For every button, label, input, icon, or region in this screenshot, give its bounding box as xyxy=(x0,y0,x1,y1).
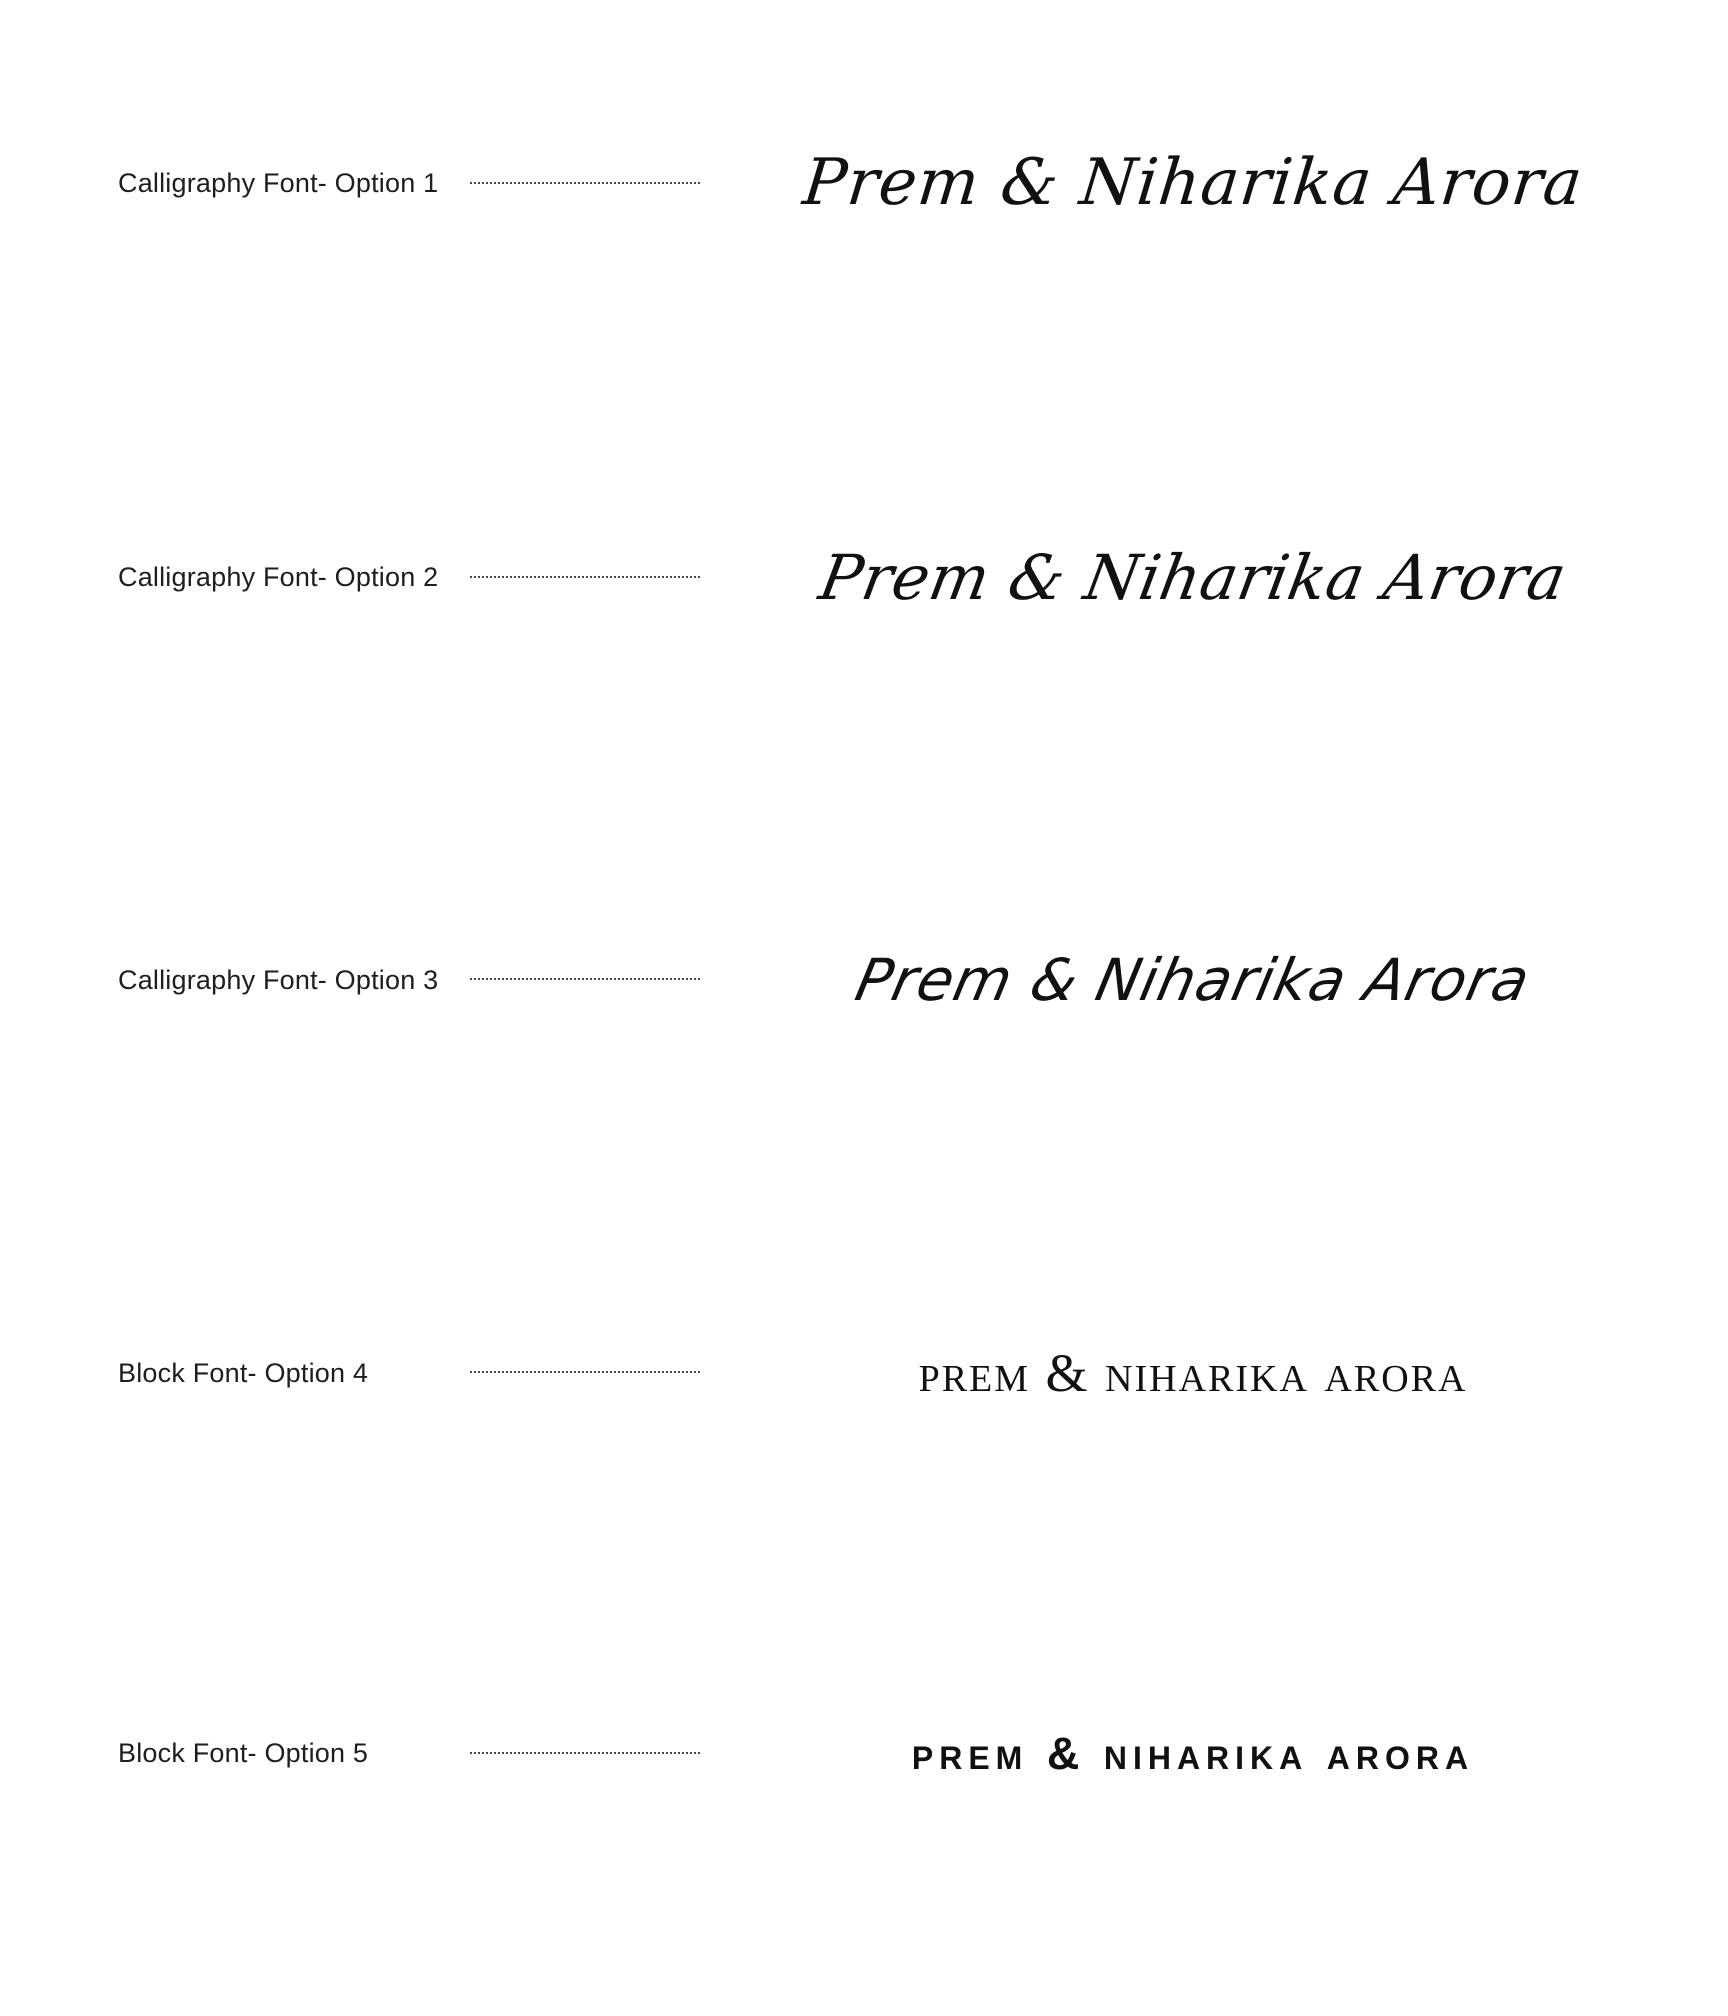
option-1-sample: Prem & Niharika Arora xyxy=(799,146,1587,220)
option-2-label: Calligraphy Font- Option 2 xyxy=(118,562,439,593)
option-2-sample: Prem & Niharika Arora xyxy=(814,541,1572,614)
option-3-label: Calligraphy Font- Option 3 xyxy=(118,964,439,995)
option-5-label: Block Font- Option 5 xyxy=(118,1738,369,1769)
option-4-label: Block Font- Option 4 xyxy=(118,1357,369,1388)
dotted-leader-icon xyxy=(470,182,700,186)
dotted-leader-icon xyxy=(470,1752,700,1756)
font-option-row-1[interactable] xyxy=(0,146,1728,220)
dotted-leader-icon xyxy=(470,1371,700,1375)
font-option-row-3[interactable] xyxy=(0,946,1728,1014)
font-option-row-5[interactable] xyxy=(0,1730,1728,1777)
font-option-row-4[interactable] xyxy=(0,1345,1728,1402)
dotted-leader-icon xyxy=(470,576,700,580)
option-5-sample: prem & niharika arora xyxy=(911,1728,1475,1779)
option-3-sample: Prem & Niharika Arora xyxy=(849,946,1537,1014)
option-4-sample: prem & niharika arora xyxy=(918,1343,1468,1403)
font-option-row-2[interactable] xyxy=(0,541,1728,614)
dotted-leader-icon xyxy=(470,978,700,982)
option-1-label: Calligraphy Font- Option 1 xyxy=(118,168,439,199)
